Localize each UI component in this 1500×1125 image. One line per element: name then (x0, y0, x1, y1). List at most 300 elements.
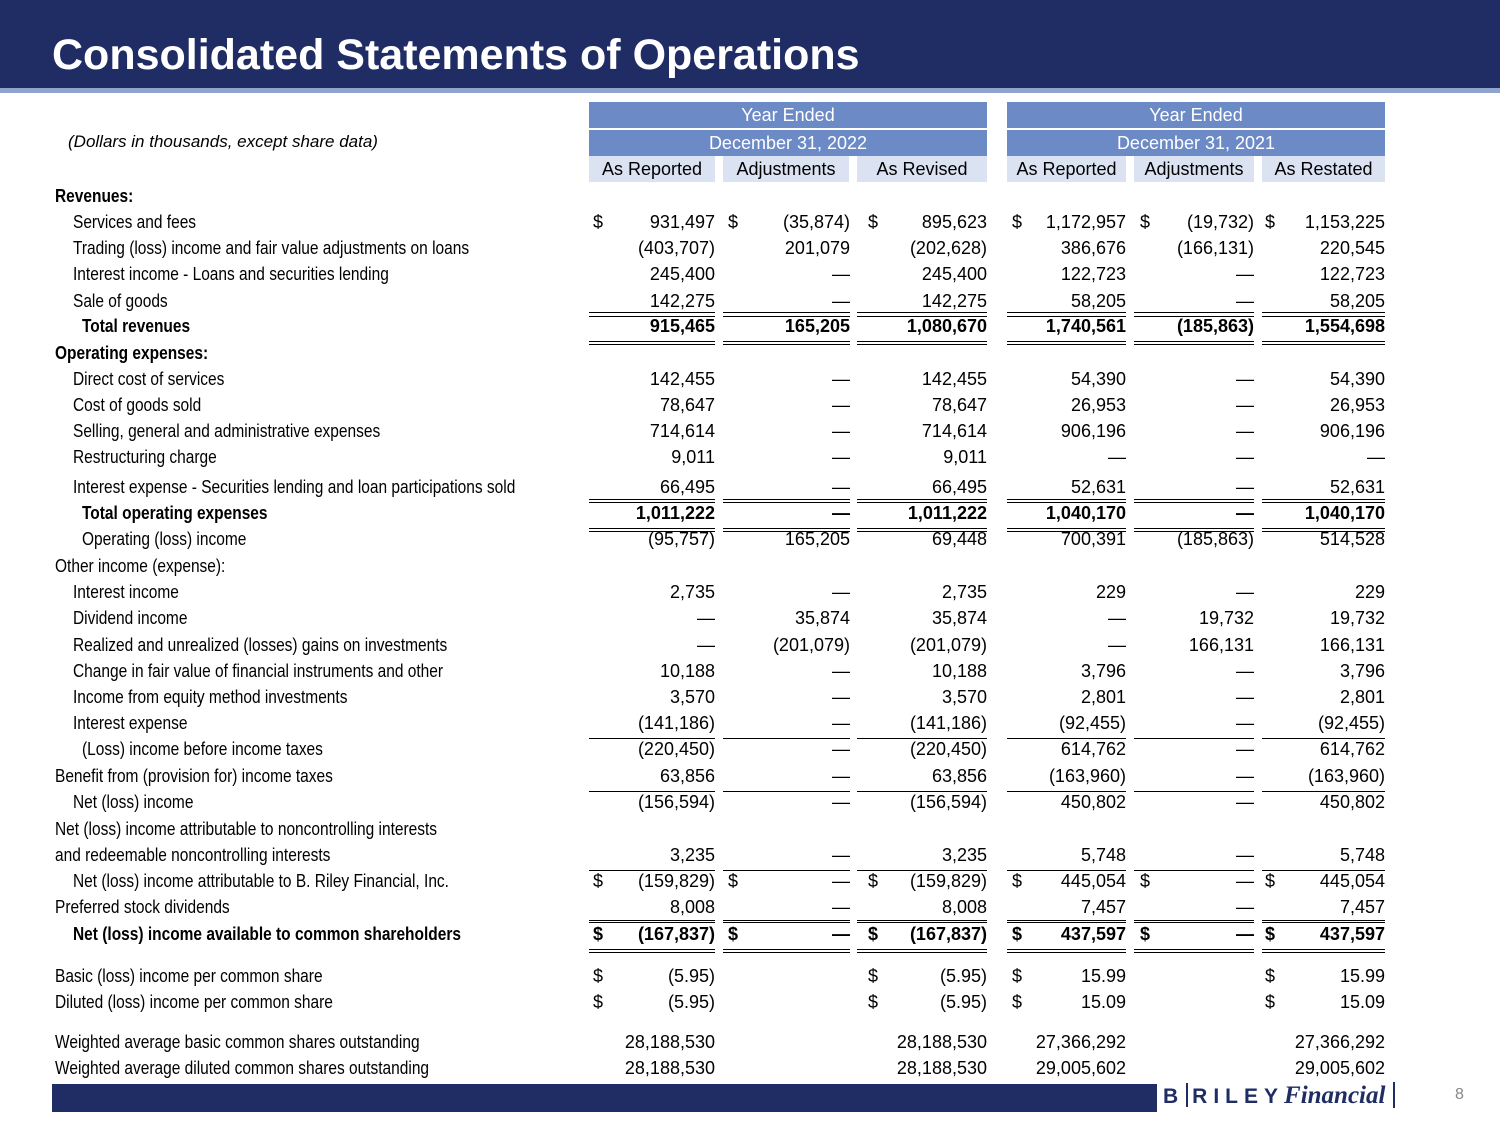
cell-value: — (1236, 924, 1254, 944)
currency-symbol: $ (1140, 871, 1151, 891)
cell-value: — (1367, 447, 1385, 467)
currency-symbol: $ (1012, 992, 1023, 1012)
row-label: Interest income - Loans and securities lending (73, 264, 389, 284)
cell-value: 445,054 (1060, 871, 1126, 891)
cell-value: — (832, 792, 850, 812)
total-underline (723, 949, 850, 950)
cell-value: — (1236, 582, 1254, 602)
subtotal-rule (1134, 499, 1254, 500)
cell-value: 1,153,225 (1304, 212, 1385, 232)
period-2022-line2: December 31, 2022 (589, 130, 987, 156)
cell-value: — (1236, 477, 1254, 497)
row-label: Net (loss) income attributable to noncontrolling interests (55, 819, 438, 839)
row-label: Operating (loss) income (82, 529, 247, 549)
currency-symbol: $ (593, 871, 604, 891)
cell-value: 28,188,530 (896, 1058, 987, 1078)
cell-value: (163,960) (1307, 766, 1385, 786)
cell-value: — (832, 395, 850, 415)
cell-value: 78,647 (659, 395, 715, 415)
row-label: Interest expense (73, 713, 188, 733)
cell-value: — (1108, 635, 1126, 655)
subtotal-rule (589, 312, 715, 313)
cell-value: — (832, 739, 850, 759)
cell-value: (92,455) (1058, 713, 1126, 733)
subtotal-rule (857, 312, 987, 313)
subtotal-rule (857, 920, 987, 921)
cell-value: — (832, 477, 850, 497)
period-2021-line1: Year Ended (1007, 102, 1385, 128)
cell-value: 165,205 (784, 529, 850, 549)
row-label: Preferred stock dividends (55, 897, 230, 917)
cell-value: 8,008 (941, 897, 987, 917)
row-label: Income from equity method investments (73, 687, 348, 707)
currency-symbol: $ (1265, 212, 1276, 232)
column-header: As Restated (1262, 156, 1385, 182)
cell-value: 514,528 (1319, 529, 1385, 549)
table-row (0, 989, 1500, 1015)
cell-value: — (1236, 792, 1254, 812)
table-row (0, 789, 1500, 815)
cell-value: — (832, 661, 850, 681)
currency-symbol: $ (728, 924, 739, 944)
cell-value: (403,707) (637, 238, 715, 258)
cell-value: 450,802 (1060, 792, 1126, 812)
cell-value: — (1236, 291, 1254, 311)
table-row (0, 921, 1500, 947)
column-header: Adjustments (723, 156, 849, 182)
cell-value: (185,863) (1176, 316, 1254, 336)
b-riley-financial-logo (1163, 1082, 1395, 1114)
cell-value: — (832, 582, 850, 602)
cell-value: 3,235 (941, 845, 987, 865)
cell-value: — (832, 713, 850, 733)
cell-value: 2,801 (1080, 687, 1126, 707)
cell-value: — (1236, 766, 1254, 786)
cell-value: 895,623 (921, 212, 987, 232)
cell-value: 1,040,170 (1045, 503, 1126, 523)
total-underline (1007, 952, 1126, 953)
logo-b: B (1163, 1085, 1185, 1108)
row-label: Net (loss) income (73, 792, 194, 812)
subtotal-rule (589, 920, 715, 921)
subtotal-rule (1262, 920, 1385, 921)
cell-value: (159,829) (909, 871, 987, 891)
cell-value: — (832, 369, 850, 389)
cell-value: — (832, 897, 850, 917)
currency-symbol: $ (1140, 924, 1151, 944)
cell-value: 15.09 (1339, 992, 1385, 1012)
cell-value: (5.95) (939, 966, 987, 986)
subtotal-rule (1134, 920, 1254, 921)
currency-symbol: $ (868, 212, 879, 232)
cell-value: (159,829) (637, 871, 715, 891)
cell-value: 28,188,530 (624, 1058, 715, 1078)
total-underline (1134, 949, 1254, 950)
cell-value: — (697, 608, 715, 628)
cell-value: — (832, 766, 850, 786)
cell-value: 63,856 (931, 766, 987, 786)
cell-value: 245,400 (649, 264, 715, 284)
row-label: Operating expenses: (55, 343, 209, 363)
cell-value: 26,953 (1070, 395, 1126, 415)
subtotal-rule (1007, 499, 1126, 500)
cell-value: 5,748 (1080, 845, 1126, 865)
cell-value: 245,400 (921, 264, 987, 284)
cell-value: — (1236, 871, 1254, 891)
cell-value: 437,597 (1319, 924, 1385, 944)
cell-value: — (1108, 447, 1126, 467)
cell-value: (220,450) (637, 739, 715, 759)
cell-value: 122,723 (1060, 264, 1126, 284)
cell-value: 3,570 (941, 687, 987, 707)
cell-value: — (1236, 687, 1254, 707)
currency-symbol: $ (1140, 212, 1151, 232)
table-row (0, 736, 1500, 762)
table-row (0, 261, 1500, 287)
period-2022-line1: Year Ended (589, 102, 987, 128)
cell-value: (19,732) (1186, 212, 1254, 232)
cell-value: 2,735 (669, 582, 715, 602)
table-row (0, 1029, 1500, 1055)
cell-value: (156,594) (909, 792, 987, 812)
cell-value: (35,874) (782, 212, 850, 232)
currency-symbol: $ (1265, 992, 1276, 1012)
cell-value: 142,455 (921, 369, 987, 389)
cell-value: (163,960) (1048, 766, 1126, 786)
row-label: Weighted average basic common shares outstanding (55, 1032, 420, 1052)
page-title: Consolidated Statements of Operations (52, 31, 860, 79)
table-row (0, 710, 1500, 736)
subtotal-rule (857, 499, 987, 500)
total-underline (1134, 952, 1254, 953)
row-label: Benefit from (provision for) income taxes (55, 766, 333, 786)
cell-value: 58,205 (1329, 291, 1385, 311)
total-underline (1262, 952, 1385, 953)
table-row (0, 235, 1500, 261)
cell-value: (141,186) (637, 713, 715, 733)
cell-value: 166,131 (1188, 635, 1254, 655)
cell-value: 931,497 (649, 212, 715, 232)
cell-value: 7,457 (1339, 897, 1385, 917)
table-row (0, 474, 1500, 500)
table-row (0, 658, 1500, 684)
cell-value: 220,545 (1319, 238, 1385, 258)
cell-value: — (832, 447, 850, 467)
cell-value: (201,079) (909, 635, 987, 655)
cell-value: 3,796 (1080, 661, 1126, 681)
cell-value: 614,762 (1060, 739, 1126, 759)
table-row (0, 526, 1500, 552)
cell-value: — (1236, 661, 1254, 681)
cell-value: 7,457 (1080, 897, 1126, 917)
cell-value: 8,008 (669, 897, 715, 917)
cell-value: — (1236, 421, 1254, 441)
cell-value: 915,465 (649, 316, 715, 336)
cell-value: — (832, 291, 850, 311)
cell-value: 66,495 (659, 477, 715, 497)
currency-symbol: $ (593, 924, 604, 944)
row-label: and redeemable noncontrolling interests (55, 845, 331, 865)
cell-value: 445,054 (1319, 871, 1385, 891)
cell-value: 1,011,222 (907, 503, 987, 523)
cell-value: (156,594) (637, 792, 715, 812)
row-label: (Loss) income before income taxes (82, 739, 323, 759)
cell-value: 142,275 (921, 291, 987, 311)
row-label: Direct cost of services (73, 369, 225, 389)
row-label: Net (loss) income available to common shareholders (73, 924, 461, 944)
cell-value: — (1236, 264, 1254, 284)
cell-value: 165,205 (784, 316, 850, 336)
table-row (0, 340, 1500, 366)
cell-value: 201,079 (784, 238, 850, 258)
cell-value: 58,205 (1070, 291, 1126, 311)
cell-value: — (832, 687, 850, 707)
row-label: Restructuring charge (73, 447, 217, 467)
row-label: Change in fair value of financial instruments and other (73, 661, 444, 681)
table-row (0, 579, 1500, 605)
cell-value: — (1236, 447, 1254, 467)
cell-value: 19,732 (1198, 608, 1254, 628)
cell-value: 1,740,561 (1045, 316, 1126, 336)
currency-symbol: $ (868, 992, 879, 1012)
units-note: (Dollars in thousands, except share data) (68, 132, 378, 151)
footer-bar (52, 1084, 1157, 1112)
row-label: Total revenues (82, 316, 191, 336)
currency-symbol: $ (1265, 924, 1276, 944)
cell-value: (166,131) (1176, 238, 1254, 258)
table-row (0, 288, 1500, 314)
period-2021-line2: December 31, 2021 (1007, 130, 1385, 156)
row-label: Other income (expense): (55, 556, 226, 576)
cell-value: (185,863) (1176, 529, 1254, 549)
logo-financial: Financial (1284, 1082, 1386, 1109)
cell-value: 15.99 (1339, 966, 1385, 986)
row-label: Dividend income (73, 608, 188, 628)
table-row (0, 183, 1500, 209)
total-underline (1007, 949, 1126, 950)
cell-value: 386,676 (1060, 238, 1126, 258)
cell-value: 27,366,292 (1294, 1032, 1385, 1052)
row-label: Interest expense - Securities lending and loan participations sold (73, 477, 516, 497)
row-label: Diluted (loss) income per common share (55, 992, 333, 1012)
page-number: 8 (1455, 1086, 1464, 1103)
title-bar-rule (0, 88, 1500, 93)
table-row (0, 868, 1500, 894)
subtotal-rule (1262, 499, 1385, 500)
cell-value: — (1236, 503, 1254, 523)
cell-value: (202,628) (909, 238, 987, 258)
cell-value: 122,723 (1319, 264, 1385, 284)
cell-value: 29,005,602 (1294, 1058, 1385, 1078)
currency-symbol: $ (868, 966, 879, 986)
cell-value: (92,455) (1317, 713, 1385, 733)
table-row (0, 632, 1500, 658)
cell-value: 229 (1354, 582, 1385, 602)
table-row (0, 963, 1500, 989)
cell-value: 15.09 (1080, 992, 1126, 1012)
cell-value: 66,495 (931, 477, 987, 497)
cell-value: — (832, 503, 850, 523)
currency-symbol: $ (1265, 966, 1276, 986)
total-underline (857, 952, 987, 953)
cell-value: 1,040,170 (1304, 503, 1385, 523)
cell-value: 1,080,670 (906, 316, 987, 336)
cell-value: (5.95) (939, 992, 987, 1012)
cell-value: 142,275 (649, 291, 715, 311)
cell-value: 437,597 (1060, 924, 1126, 944)
column-header: As Revised (857, 156, 987, 182)
cell-value: — (832, 264, 850, 284)
cell-value: 2,801 (1339, 687, 1385, 707)
cell-value: (95,757) (647, 529, 715, 549)
row-label: Trading (loss) income and fair value adjustments on loans (73, 238, 470, 258)
total-underline (857, 949, 987, 950)
table-row (0, 418, 1500, 444)
cell-value: 15.99 (1080, 966, 1126, 986)
cell-value: — (832, 924, 850, 944)
cell-value: 906,196 (1319, 421, 1385, 441)
cell-value: 614,762 (1319, 739, 1385, 759)
currency-symbol: $ (593, 966, 604, 986)
cell-value: — (832, 871, 850, 891)
cell-value: 63,856 (659, 766, 715, 786)
currency-symbol: $ (868, 871, 879, 891)
row-label: Services and fees (73, 212, 197, 232)
cell-value: — (1236, 739, 1254, 759)
cell-value: 3,796 (1339, 661, 1385, 681)
subtotal-rule (1134, 312, 1254, 313)
row-label: Revenues: (55, 186, 134, 206)
column-header: As Reported (589, 156, 715, 182)
row-label: Cost of goods sold (73, 395, 202, 415)
cell-value: — (1236, 713, 1254, 733)
table-row (0, 366, 1500, 392)
cell-value: — (832, 421, 850, 441)
cell-value: (141,186) (909, 713, 987, 733)
total-underline (589, 952, 715, 953)
cell-value: 35,874 (794, 608, 850, 628)
currency-symbol: $ (728, 871, 739, 891)
cell-value: (5.95) (667, 966, 715, 986)
row-label: Sale of goods (73, 291, 168, 311)
table-row (0, 894, 1500, 920)
cell-value: 9,011 (671, 447, 715, 467)
subtotal-rule (1262, 312, 1385, 313)
cell-value: 10,188 (931, 661, 987, 681)
cell-value: 142,455 (649, 369, 715, 389)
cell-value: 26,953 (1329, 395, 1385, 415)
table-row (0, 209, 1500, 235)
logo-riley: RILEY (1192, 1085, 1285, 1108)
table-row (0, 553, 1500, 579)
table-row (0, 842, 1500, 868)
cell-value: — (1236, 369, 1254, 389)
table-row (0, 500, 1500, 526)
cell-value: (201,079) (772, 635, 850, 655)
subtotal-rule (723, 499, 850, 500)
cell-value: (220,450) (909, 739, 987, 759)
cell-value: 28,188,530 (624, 1032, 715, 1052)
cell-value: 906,196 (1060, 421, 1126, 441)
total-underline (1262, 949, 1385, 950)
table-row (0, 684, 1500, 710)
cell-value: 450,802 (1319, 792, 1385, 812)
currency-symbol: $ (1012, 924, 1023, 944)
column-header: Adjustments (1134, 156, 1254, 182)
subtotal-rule (1007, 312, 1126, 313)
table-row (0, 1055, 1500, 1081)
currency-symbol: $ (1012, 966, 1023, 986)
cell-value: 3,235 (669, 845, 715, 865)
row-label: Weighted average diluted common shares outstanding (55, 1058, 430, 1078)
table-row (0, 444, 1500, 470)
cell-value: 28,188,530 (896, 1032, 987, 1052)
cell-value: 5,748 (1339, 845, 1385, 865)
cell-value: 2,735 (941, 582, 987, 602)
cell-value: — (1108, 608, 1126, 628)
cell-value: — (697, 635, 715, 655)
cell-value: 52,631 (1070, 477, 1126, 497)
cell-value: — (1236, 897, 1254, 917)
cell-value: 1,554,698 (1304, 316, 1385, 336)
currency-symbol: $ (593, 212, 604, 232)
table-row (0, 313, 1500, 339)
cell-value: 35,874 (931, 608, 987, 628)
total-underline (589, 949, 715, 950)
table-row (0, 816, 1500, 842)
row-label: Interest income (73, 582, 179, 602)
cell-value: 54,390 (1070, 369, 1126, 389)
cell-value: 29,005,602 (1035, 1058, 1126, 1078)
currency-symbol: $ (868, 924, 879, 944)
currency-symbol: $ (1012, 212, 1023, 232)
cell-value: 166,131 (1319, 635, 1385, 655)
cell-value: (5.95) (667, 992, 715, 1012)
cell-value: — (1236, 395, 1254, 415)
table-row (0, 392, 1500, 418)
row-label: Net (loss) income attributable to B. Riley Financial, Inc. (73, 871, 449, 891)
cell-value: 19,732 (1329, 608, 1385, 628)
row-label: Total operating expenses (82, 503, 268, 523)
row-label: Basic (loss) income per common share (55, 966, 323, 986)
cell-value: 10,188 (659, 661, 715, 681)
cell-value: 714,614 (921, 421, 987, 441)
table-row (0, 763, 1500, 789)
cell-value: 3,570 (669, 687, 715, 707)
cell-value: 1,011,222 (635, 503, 715, 523)
currency-symbol: $ (1012, 871, 1023, 891)
cell-value: (167,837) (637, 924, 715, 944)
row-label: Selling, general and administrative expenses (73, 421, 381, 441)
currency-symbol: $ (593, 992, 604, 1012)
table-row (0, 605, 1500, 631)
column-header: As Reported (1007, 156, 1126, 182)
cell-value: 229 (1095, 582, 1126, 602)
cell-value: 714,614 (649, 421, 715, 441)
cell-value: — (832, 845, 850, 865)
cell-value: 9,011 (943, 447, 987, 467)
currency-symbol: $ (1265, 871, 1276, 891)
subtotal-rule (589, 499, 715, 500)
subtotal-rule (723, 920, 850, 921)
subtotal-rule (723, 312, 850, 313)
cell-value: 1,172,957 (1045, 212, 1126, 232)
total-underline (723, 952, 850, 953)
cell-value: 700,391 (1060, 529, 1126, 549)
cell-value: — (1236, 845, 1254, 865)
cell-value: 27,366,292 (1035, 1032, 1126, 1052)
cell-value: 54,390 (1329, 369, 1385, 389)
